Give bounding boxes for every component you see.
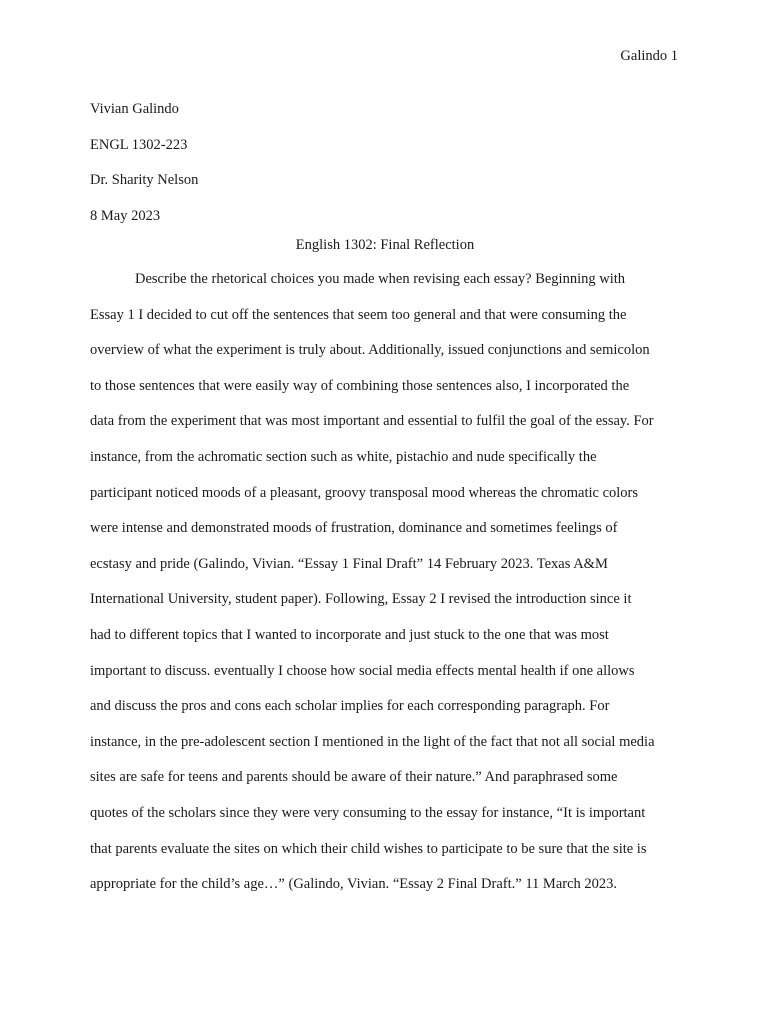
body-line: overview of what the experiment is truly about. Additionally, issued conjunctions and semicolon xyxy=(90,342,650,359)
body-line: to those sentences that were easily way of combining those sentences also, I incorporated the xyxy=(90,377,630,394)
body-paragraph xyxy=(90,262,680,903)
body-line: International University, student paper). Following, Essay 2 I revised the introduction since it xyxy=(90,591,632,608)
student-name: Vivian Galindo xyxy=(90,101,179,117)
body-line: that parents evaluate the sites on which their child wishes to participate to be sure that the site is xyxy=(90,840,647,857)
submission-date: 8 May 2023 xyxy=(90,207,161,224)
body-line: participant noticed moods of a pleasant, groovy transposal mood whereas the chromatic colors xyxy=(90,484,639,501)
body-line: sites are safe for teens and parents should be aware of their nature.” And paraphrased some xyxy=(90,769,618,786)
body-line: quotes of the scholars since they were very consuming to the essay for instance, “It is important xyxy=(90,804,646,821)
body-line: instance, in the pre-adolescent section I mentioned in the light of the fact that not all social media xyxy=(90,733,655,750)
body-line: had to different topics that I wanted to incorporate and just stuck to the one that was most xyxy=(90,626,609,643)
body-line: data from the experiment that was most important and essential to fulfil the goal of the essay. For xyxy=(90,413,654,430)
course-number: ENGL 1302-223 xyxy=(90,136,188,153)
page-header: Galindo 1 xyxy=(620,48,678,64)
body-line: appropriate for the child’s age…” (Galindo, Vivian. “Essay 2 Final Draft.” 11 March 2023. xyxy=(90,876,618,893)
body-line: instance, from the achromatic section such as white, pistachio and nude specifically the xyxy=(90,448,597,465)
body-line: and discuss the pros and cons each scholar implies for each corresponding paragraph. For xyxy=(90,698,610,715)
body-line: Describe the rhetorical choices you made when revising each essay? Beginning with xyxy=(135,271,626,287)
document-title: English 1302: Final Reflection xyxy=(295,237,475,253)
mla-heading xyxy=(90,92,680,234)
body-line: important to discuss. eventually I choose how social media effects mental health if one allows xyxy=(90,662,635,679)
body-line: Essay 1 I decided to cut off the sentences that seem too general and that were consuming the xyxy=(90,306,627,323)
body-line: ecstasy and pride (Galindo, Vivian. “Essay 1 Final Draft” 14 February 2023. Texas A&M xyxy=(90,555,608,572)
instructor-name: Dr. Sharity Nelson xyxy=(90,172,199,189)
body-line: were intense and demonstrated moods of frustration, dominance and sometimes feelings of xyxy=(90,520,618,537)
